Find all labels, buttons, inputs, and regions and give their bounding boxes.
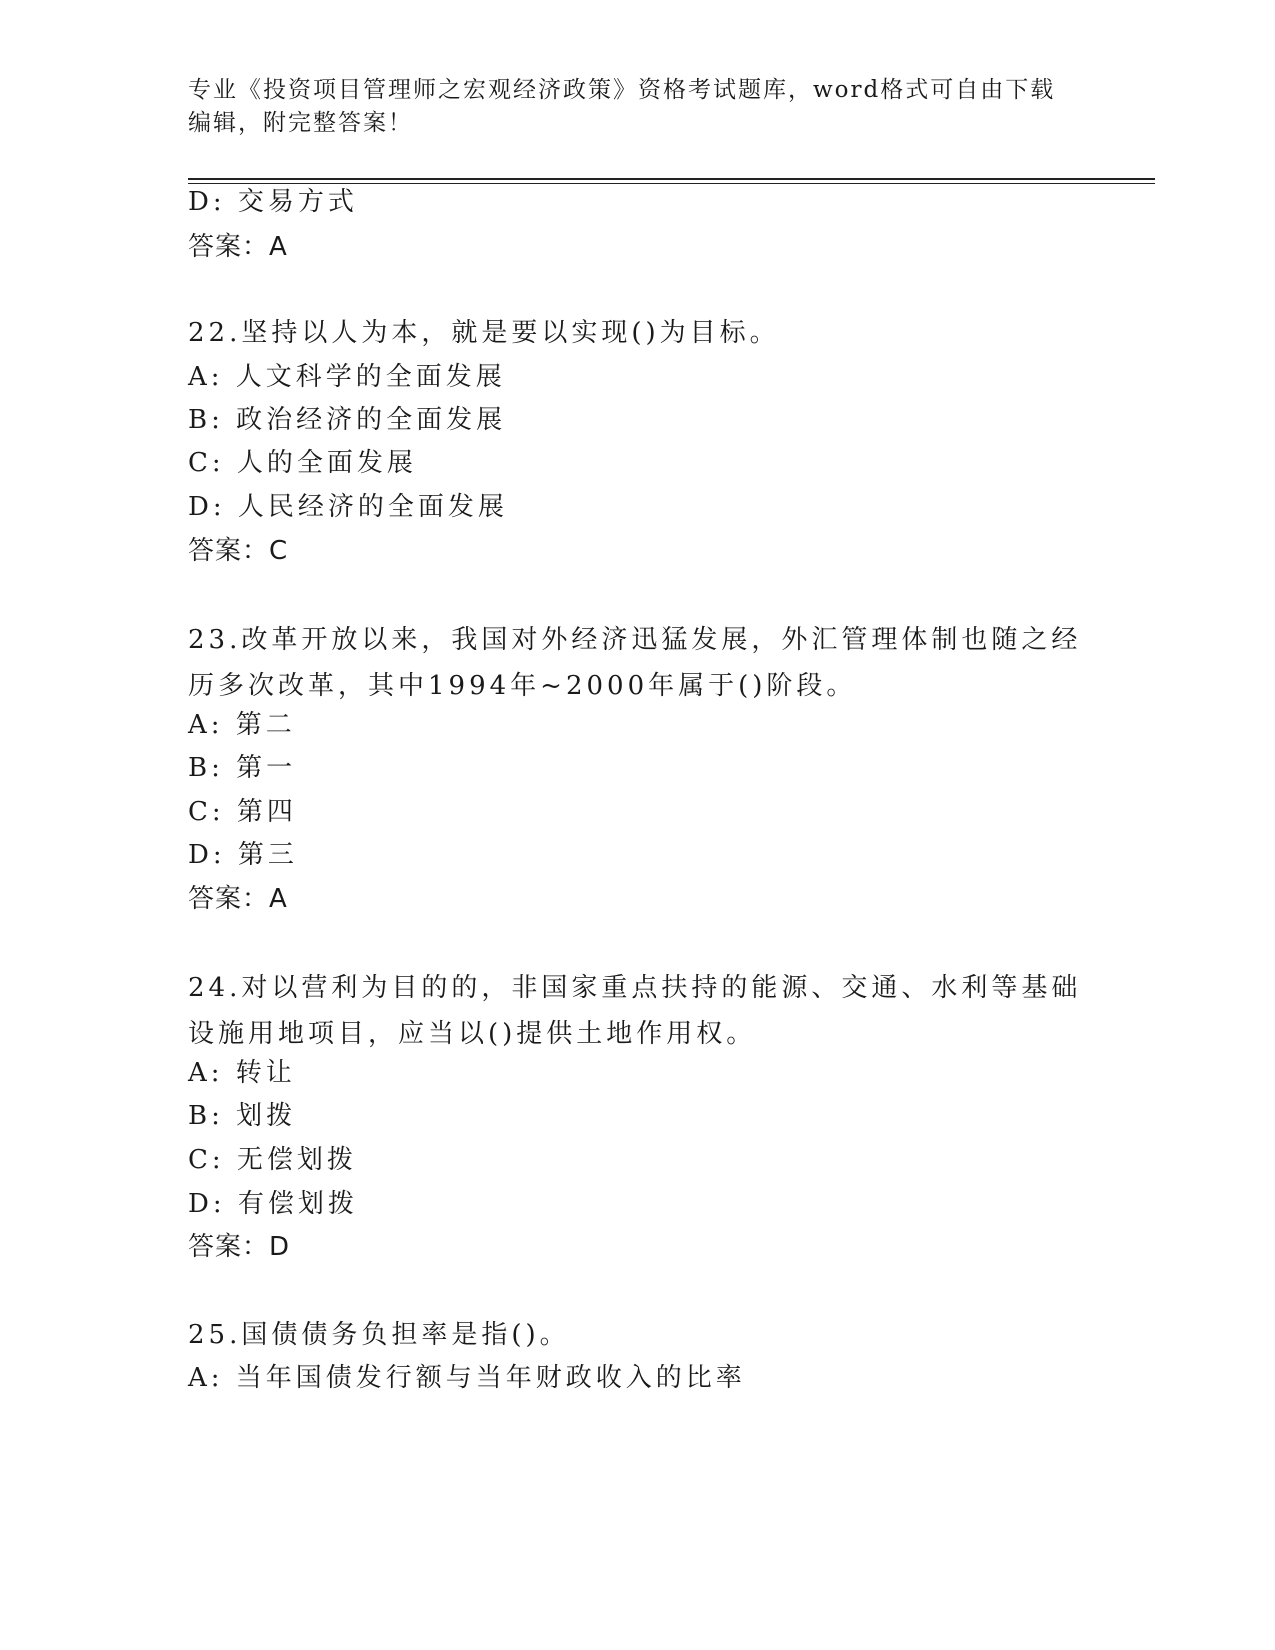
question-22-option-a: A: 人文科学的全面发展 bbox=[188, 362, 506, 392]
question-23-option-a: A: 第二 bbox=[188, 710, 296, 740]
question-24-option-b: B: 划拨 bbox=[188, 1101, 297, 1131]
question-25-option-a: A: 当年国债发行额与当年财政收入的比率 bbox=[188, 1363, 746, 1393]
question-23-stem: 23.改革开放以来，我国对外经济迅猛发展，外汇管理体制也随之经历多次改革，其中1994年~2000年属于()阶段。 bbox=[188, 625, 1082, 701]
prev-answer: 答案：A bbox=[188, 232, 288, 262]
question-22-answer: 答案：C bbox=[188, 536, 289, 566]
question-23-option-c: C: 第四 bbox=[188, 797, 297, 827]
question-24-option-c: C: 无偿划拨 bbox=[188, 1145, 357, 1175]
question-22-option-b: B: 政治经济的全面发展 bbox=[188, 405, 507, 435]
header-rule-thick bbox=[188, 178, 1155, 180]
question-24-option-d: D: 有偿划拨 bbox=[188, 1189, 358, 1219]
question-22-option-d: D: 人民经济的全面发展 bbox=[188, 492, 508, 522]
header-rule-thin bbox=[188, 183, 1155, 184]
question-24-option-a: A: 转让 bbox=[188, 1058, 296, 1088]
question-23-option-d: D: 第三 bbox=[188, 840, 298, 870]
question-24-answer: 答案：D bbox=[188, 1232, 291, 1262]
page-header: 专业《投资项目管理师之宏观经济政策》资格考试题库，word格式可自由下载编辑，附完整答案！ bbox=[188, 77, 1056, 136]
question-22-option-c: C: 人的全面发展 bbox=[188, 448, 417, 478]
question-23-option-b: B: 第一 bbox=[188, 753, 297, 783]
prev-option-d: D: 交易方式 bbox=[188, 187, 358, 217]
question-22-stem: 22.坚持以人为本，就是要以实现()为目标。 bbox=[188, 318, 780, 348]
question-24-stem: 24.对以营利为目的的，非国家重点扶持的能源、交通、水利等基础设施用地项目，应当以()提供土地作用权。 bbox=[188, 973, 1082, 1049]
question-25-stem: 25.国债债务负担率是指()。 bbox=[188, 1320, 570, 1350]
question-23-answer: 答案：A bbox=[188, 884, 288, 914]
